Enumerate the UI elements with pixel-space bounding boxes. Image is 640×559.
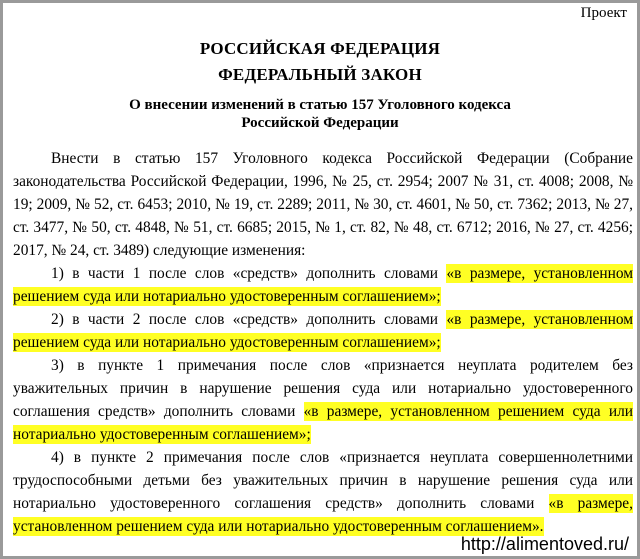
- amendment-item-2-highlight: «в размере, установленном решением суда или нотариально удостоверенным соглашением»;: [13, 311, 633, 351]
- intro-paragraph: Внести в статью 157 Уголовного кодекса Российской Федерации (Собрание законодательства Российской Федерации, 1996, № 25, ст. 2954; 2007 № 31, ст. 4008; 2008, № 19; 2009, № 52, ст. 6453; 2010, № 19, ст. 2289; 2011, № 30, ст. 4601, № 50, ст. 7362; 2013, № 27, ст. 3477, № 50, ст. 4848, № 51, ст. 6685; 2015, № 1, ст. 82, № 48, ст. 6712; 2016, № 27, ст. 4256; 2017, № 24, ст. 3489) следующие изменения:: [13, 150, 633, 259]
- amendment-item-4-highlight: «в размере, установленном решением суда или нотариально удостоверенным соглашением».: [13, 495, 633, 535]
- watermark-url: http://alimentoved.ru/: [460, 534, 629, 554]
- amendment-item-3-highlight: «в размере, установленном решением суда или нотариально удостоверенным соглашением»;: [13, 403, 633, 443]
- country-heading: РОССИЙСКАЯ ФЕДЕРАЦИЯ: [199, 39, 441, 58]
- law-title: [3, 96, 637, 132]
- law-title-line-2: Российской Федерации: [241, 115, 399, 131]
- law-title-line-1: О внесении изменений в статью 157 Уголовного кодекса: [129, 97, 511, 113]
- amendment-item-2: [13, 308, 633, 354]
- amendment-item-1: [13, 262, 633, 308]
- amendment-item-2-text: 2) в части 2 после слов «средств» дополнить словами: [51, 311, 447, 328]
- amendment-item-1-text: 1) в части 1 после слов «средств» дополнить словами: [51, 265, 447, 282]
- amendment-item-4-text: 4) в пункте 2 примечания после слов «признается неуплата совершеннолетними трудоспособными детьми без уважительных причин в нарушение решения суда или нотариально удостоверенного соглашения средств» дополнить словами: [13, 449, 633, 512]
- amendment-item-3: [13, 354, 633, 446]
- law-body: [13, 147, 633, 538]
- amendment-item-1-highlight: «в размере, установленном решением суда или нотариально удостоверенным соглашением»;: [13, 265, 633, 305]
- project-label: Проект: [580, 5, 627, 21]
- law-type-heading: ФЕДЕРАЛЬНЫЙ ЗАКОН: [218, 65, 422, 84]
- amendment-item-3-text: 3) в пункте 1 примечания после слов «признается неуплата родителем без уважительных причин в нарушение решения суда или нотариально удостоверенного соглашения средств» дополнить словами: [13, 357, 633, 420]
- amendment-item-4: [13, 446, 633, 538]
